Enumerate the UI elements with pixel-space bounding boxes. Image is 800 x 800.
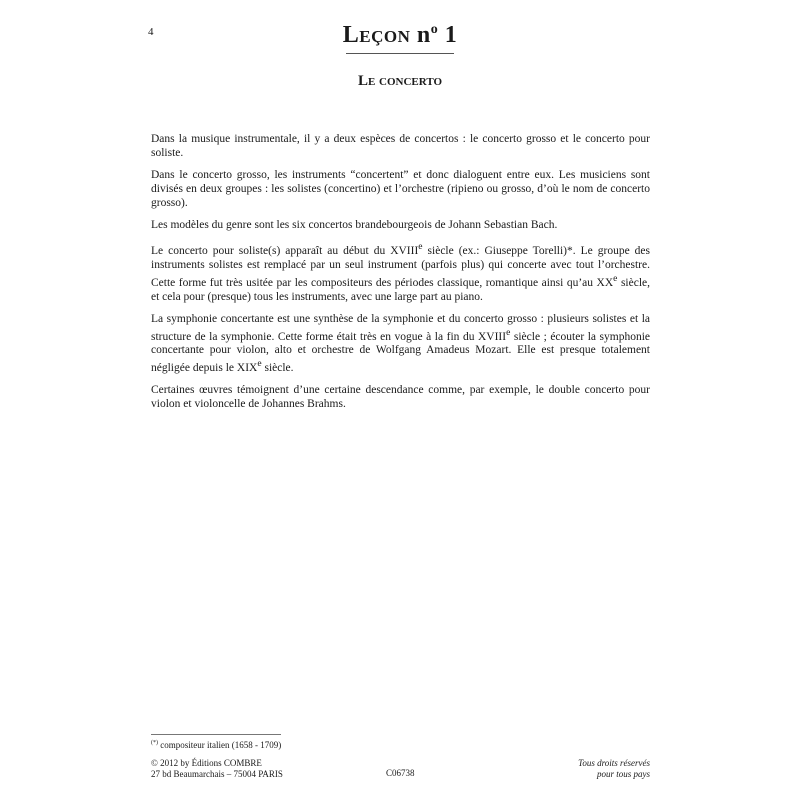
superscript: e (257, 358, 262, 370)
copyright-line: © 2012 by Éditions COMBRE (151, 758, 262, 768)
superscript: e (613, 272, 618, 284)
paragraph-text: La symphonie concertante est une synthèse de la symphonie et du concerto grosso : plusieurs solistes et la structure de la symphonie. Cette forme était très en vogue à la fin du XVIII (151, 312, 650, 343)
lesson-title-word: Leçon (342, 22, 411, 48)
copyright (151, 758, 283, 780)
catalog-number: C06738 (386, 768, 415, 778)
subtitle: Le concerto (357, 73, 443, 89)
rights-line: Tous droits réservés (578, 758, 650, 768)
paragraph-3 (151, 218, 650, 232)
rights-notice (560, 758, 650, 780)
paragraph-5 (151, 312, 650, 376)
publisher-address: 27 bd Beaumarchais – 75004 PARIS (151, 769, 283, 779)
lesson-title-number: 1 (444, 22, 458, 48)
footnote-text: compositeur italien (1658 - 1709) (158, 740, 282, 750)
paragraph-4 (151, 240, 650, 304)
paragraph-text: Le concerto pour soliste(s) apparaît au début du XVIII (151, 244, 419, 257)
paragraph-text: siècle ; écouter la symphonie concertante pour violon, alto et orchestre de Wolfgang Amadeus Mozart. Elle est presque totalement négligée depuis le XIX (151, 330, 650, 375)
paragraph-text: Les modèles du genre sont les six concertos brandebourgeois de Johann Sebastian Bach. (151, 219, 558, 231)
paragraph-text: siècle (ex.: Giuseppe Torelli)*. Le groupe des instruments solistes est remplacé par un seul instrument (parfois plus) qui concerte avec tout l’orchestre. Cette forme fut très usitée par les compositeurs des périodes classique, romantique ainsi qu’au XX (151, 244, 651, 289)
paragraph-1 (151, 132, 650, 160)
footnote (151, 740, 281, 750)
body-text (151, 132, 650, 419)
lesson-title-n: n (416, 22, 431, 48)
paragraph-6 (151, 383, 650, 411)
page-number: 4 (148, 26, 154, 38)
lesson-title-sup: o (430, 22, 439, 37)
lesson-title (0, 22, 800, 49)
superscript: e (506, 326, 511, 338)
rights-line: pour tous pays (596, 769, 650, 779)
title-rule (346, 53, 454, 54)
paragraph-text: Certaines œuvres témoignent d’une certaine descendance comme, par exemple, le double concerto pour violon et violoncelle de Johannes Brahms. (151, 384, 650, 411)
paragraph-text: Dans le concerto grosso, les instruments “concertent” et donc dialoguent entre eux. Les musiciens sont divisés en deux groupes : les solistes (concertino) et l’orchestre (ripieno ou grosso, d’où le nom de concerto grosso). (151, 169, 650, 209)
paragraph-text: siècle, et cela pour (presque) tous les instruments, avec une large part au piano. (151, 276, 650, 303)
paragraph-text: Dans la musique instrumentale, il y a deux espèces de concertos : le concerto grosso et le concerto pour soliste. (151, 133, 650, 159)
footnote-marker: (*) (151, 740, 158, 746)
paragraph-text: siècle. (261, 362, 294, 375)
footnote-rule (151, 734, 281, 735)
paragraph-2 (151, 168, 650, 210)
superscript: e (418, 241, 423, 252)
